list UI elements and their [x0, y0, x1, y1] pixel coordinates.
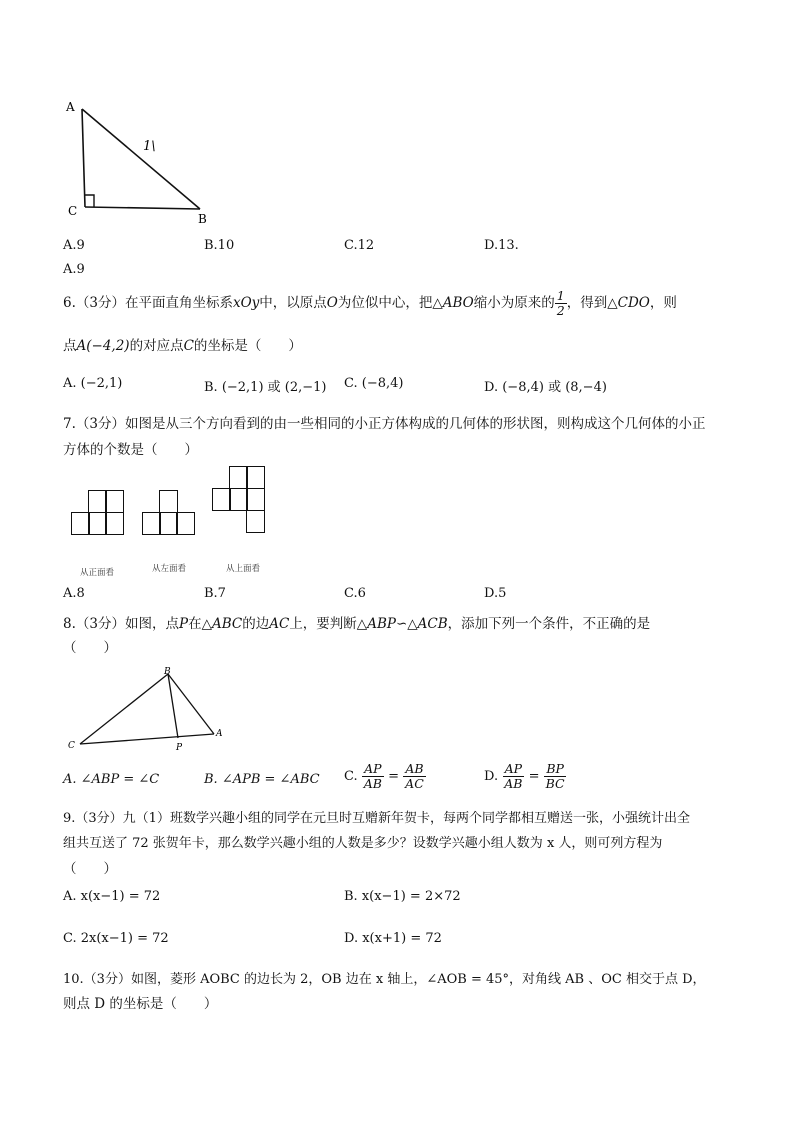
q9-stem-line1: 9.（3分）九（1）班数学兴趣小组的同学在元旦时互赠新年贺卡，每两个同学都相互赠送一张，小强统计出全 [63, 811, 690, 826]
q6-point-c: C [183, 338, 194, 354]
q9-stem-line3: （ ） [63, 861, 117, 877]
fraction-numerator: BP [546, 761, 564, 776]
q8-point-p: P [178, 616, 189, 632]
option-letter: C. [344, 769, 358, 784]
q8-option-d[interactable] [484, 762, 567, 791]
q10-stem-line2: 则点 D 的坐标是（ ） [63, 996, 218, 1012]
q8-ac: AC [269, 616, 290, 632]
fraction [362, 762, 384, 791]
hand-mark: 1\ [143, 139, 156, 154]
q8-option-c[interactable] [344, 762, 426, 791]
option-letter: D. [484, 769, 499, 784]
q6-text: 6.（3分）在平面直角坐标系 [63, 295, 233, 311]
vertex-a-label: A [66, 100, 75, 114]
equals-sign: = [388, 769, 400, 784]
cube [246, 466, 265, 489]
vertex-a-label: A [216, 729, 223, 739]
q9-option-c[interactable]: C. 2x(x−1) = 72 [63, 931, 169, 946]
fraction-denominator: AB [504, 776, 523, 791]
fraction-numerator: AB [405, 761, 424, 776]
q6-stem-line2 [63, 334, 302, 354]
q6-option-c[interactable]: C. (−8,4) [344, 376, 404, 391]
q7-option-a[interactable]: A.8 [63, 586, 85, 601]
q8-text: 8.（3分）如图，点 [63, 616, 179, 632]
fraction-denominator: 2 [556, 303, 565, 318]
q6-text: 缩小为原来的 [473, 295, 555, 311]
q6-option-b[interactable]: B. (−2,1) 或 (2,−1) [204, 380, 327, 395]
q6-text: 的对应点 [129, 338, 184, 354]
triangle-leg-cb [85, 207, 200, 209]
q6-text: 的坐标是（ ） [193, 338, 302, 354]
q6-text: 中，以原点 [259, 295, 327, 311]
fraction [544, 762, 567, 791]
q8-text: ，添加下列一个条件，不正确的是 [447, 616, 651, 632]
q6-xoy: xOy [232, 295, 260, 311]
q5-triangle-figure [60, 95, 220, 225]
right-angle-mark [85, 195, 94, 207]
q8-stem-line2: （ ） [63, 640, 117, 656]
q7-front-caption: 从正面看 [80, 568, 115, 578]
q6-option-d[interactable]: D. (−8,4) 或 (8,−4) [484, 380, 607, 395]
q6-stem-line1 [63, 289, 677, 318]
point-p-label: P [176, 743, 183, 753]
q5-option-b[interactable]: B.10 [204, 238, 235, 253]
fraction-numerator: AP [364, 761, 382, 776]
vertex-b-label: B [164, 667, 171, 677]
q6-text: ，则 [649, 295, 677, 311]
q8-similar: ABP∽△ACB [367, 616, 448, 632]
side-ca [80, 734, 214, 744]
q6-point-a: A(−4,2) [76, 338, 130, 354]
cube [246, 488, 265, 511]
cube [105, 490, 124, 513]
q8-stem-line1 [63, 612, 650, 632]
cube [159, 490, 178, 513]
equals-sign: = [528, 769, 540, 784]
segment-bp [168, 674, 178, 738]
vertex-b-label: B [198, 212, 207, 225]
cube [176, 512, 195, 535]
vertex-c-label: C [68, 741, 75, 751]
q8-option-a[interactable]: A. ∠ABP = ∠C [63, 772, 160, 787]
q7-option-d[interactable]: D.5 [484, 586, 507, 601]
q8-option-b[interactable]: B. ∠APB = ∠ABC [204, 772, 320, 787]
q5-option-d[interactable]: D.13. [484, 238, 519, 253]
q6-fraction [555, 289, 567, 318]
q8-text: 的边 [242, 616, 270, 632]
q7-stem-line2: 方体的个数是（ ） [63, 442, 198, 458]
cube [105, 512, 124, 535]
q6-origin: O [326, 295, 338, 311]
triangle-leg-ac [82, 109, 85, 207]
q6-text: 为位似中心，把△ [337, 295, 443, 311]
q5-answer-line: A.9 [63, 262, 85, 277]
q9-option-a[interactable]: A. x(x−1) = 72 [63, 889, 161, 904]
q6-cdo: CDO [617, 295, 650, 311]
q7-option-c[interactable]: C.6 [344, 586, 366, 601]
q10-stem-line1: 10.（3分）如图，菱形 AOBC 的边长为 2，OB 边在 x 轴上，∠AOB = 45°，对角线 AB 、OC 相交于点 D， [63, 972, 706, 987]
fraction [403, 762, 426, 791]
side-ba [168, 674, 214, 734]
q9-option-b[interactable]: B. x(x−1) = 2×72 [344, 889, 461, 904]
q6-abo: ABO [442, 295, 474, 311]
side-cb [80, 674, 168, 744]
fraction-denominator: BC [545, 776, 565, 791]
q9-stem-line2: 组共互送了 72 张贺年卡，那么数学兴趣小组的人数是多少？设数学兴趣小组人数为 x 人，则可列方程为 [63, 836, 663, 851]
q6-text: ，得到△ [566, 295, 618, 311]
q7-top-caption: 从上面看 [226, 564, 261, 574]
vertex-c-label: C [68, 204, 78, 218]
triangle-hypotenuse [82, 109, 200, 209]
q6-option-a[interactable]: A. (−2,1) [63, 376, 123, 391]
cube [246, 510, 265, 533]
fraction [502, 762, 524, 791]
q5-option-a[interactable]: A.9 [63, 238, 85, 253]
fraction-numerator: 1 [556, 288, 565, 303]
q7-option-b[interactable]: B.7 [204, 586, 226, 601]
q8-abc: ABC [211, 616, 243, 632]
q8-text: 上，要判断△ [289, 616, 368, 632]
q7-stem-line1: 7.（3分）如图是从三个方向看到的由一些相同的小正方体构成的几何体的形状图，则构成这个几何体的小正 [63, 416, 706, 432]
q6-text: 点 [63, 338, 77, 354]
fraction-denominator: AC [405, 776, 424, 791]
q5-option-c[interactable]: C.12 [344, 238, 375, 253]
q8-triangle-figure [66, 664, 236, 754]
q9-option-d[interactable]: D. x(x+1) = 72 [344, 931, 442, 946]
fraction-numerator: AP [504, 761, 523, 776]
q8-text: 在△ [188, 616, 212, 632]
q7-left-caption: 从左面看 [152, 564, 187, 574]
fraction-denominator: AB [363, 776, 382, 791]
